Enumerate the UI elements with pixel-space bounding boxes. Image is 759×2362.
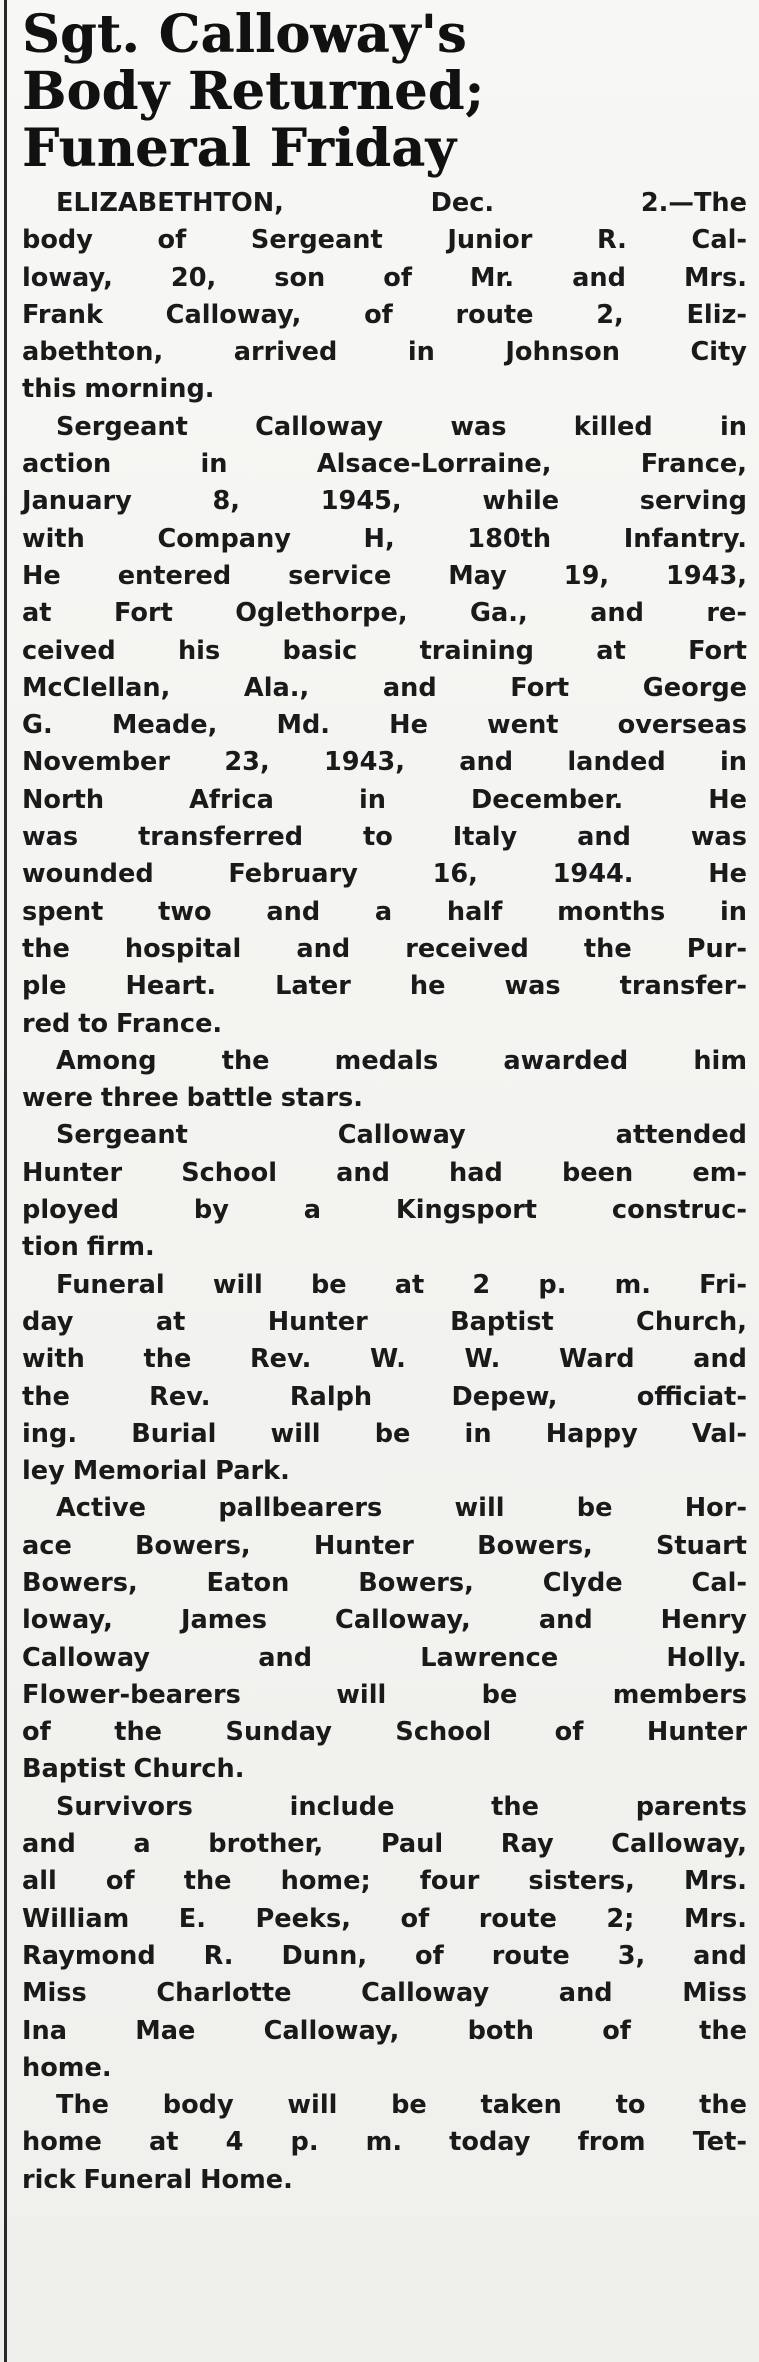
text-line: Hunter School and had been em-	[22, 1157, 747, 1188]
paragraph	[22, 1043, 747, 1118]
text-line: ployed by a Kingsport construc-	[22, 1195, 747, 1226]
text-line: Flower-bearers will be members	[22, 1679, 747, 1710]
text-line: spent two and a half months in	[22, 896, 747, 927]
headline	[22, 6, 747, 177]
text-line: action in Alsace-Lorraine, France,	[22, 449, 747, 480]
text-line: The body will be taken to the	[56, 2090, 747, 2121]
text-line: Ina Mae Calloway, both of the	[22, 2015, 747, 2046]
text-line: all of the home; four sisters, Mrs.	[22, 1866, 747, 1897]
text-line: William E. Peeks, of route 2; Mrs.	[22, 1903, 747, 1934]
text-line: was transferred to Italy and was	[22, 822, 747, 853]
text-line: this morning.	[22, 374, 215, 405]
text-line: G. Meade, Md. He went overseas	[22, 710, 747, 741]
text-line: day at Hunter Baptist Church,	[22, 1306, 747, 1337]
text-line: loway, James Calloway, and Henry	[22, 1605, 747, 1636]
column-rule	[4, 0, 7, 2362]
paragraph	[22, 2087, 747, 2199]
text-line: Funeral will be at 2 p. m. Fri-	[56, 1269, 747, 1300]
text-line: body of Sergeant Junior R. Cal-	[22, 225, 747, 256]
text-line: ple Heart. Later he was transfer-	[22, 971, 747, 1002]
text-line: ace Bowers, Hunter Bowers, Stuart	[22, 1530, 747, 1561]
text-line: Sergeant Calloway was killed in	[56, 411, 747, 442]
paragraph	[22, 1117, 747, 1266]
article	[22, 6, 747, 2199]
text-line: ELIZABETHTON, Dec. 2.—The	[56, 188, 747, 218]
text-line: ceived his basic training at Fort	[22, 635, 747, 666]
text-line: Miss Charlotte Calloway and Miss	[22, 1978, 747, 2009]
text-line: loway, 20, son of Mr. and Mrs.	[22, 262, 747, 293]
paragraph	[22, 1267, 747, 1491]
text-line: January 8, 1945, while serving	[22, 486, 747, 517]
text-line: the hospital and received the Pur-	[22, 933, 747, 964]
headline-line: Sgt. Calloway's	[22, 4, 467, 65]
text-line: Calloway and Lawrence Holly.	[22, 1642, 747, 1673]
text-line: abethton, arrived in Johnson City	[22, 337, 747, 368]
paragraph	[22, 1490, 747, 1788]
paragraph	[22, 1789, 747, 2087]
text-line: tion firm.	[22, 1232, 155, 1263]
paragraph	[22, 185, 747, 409]
text-line: wounded February 16, 1944. He	[22, 859, 747, 890]
text-line: at Fort Oglethorpe, Ga., and re-	[22, 598, 747, 629]
text-line: Sergeant Calloway attended	[56, 1120, 747, 1151]
text-line: with Company H, 180th Infantry.	[22, 523, 747, 554]
text-line: Raymond R. Dunn, of route 3, and	[22, 1940, 747, 1971]
text-line: He entered service May 19, 1943,	[22, 560, 747, 591]
text-line: of the Sunday School of Hunter	[22, 1717, 747, 1748]
headline-line: Funeral Friday	[22, 118, 457, 179]
headline-line: Body Returned;	[22, 61, 485, 122]
text-line: Frank Calloway, of route 2, Eliz-	[22, 299, 747, 330]
text-line: North Africa in December. He	[22, 784, 747, 815]
text-line: the Rev. Ralph Depew, officiat-	[22, 1381, 747, 1412]
text-line: ley Memorial Park.	[22, 1456, 290, 1487]
text-line: home at 4 p. m. today from Tet-	[22, 2127, 747, 2158]
text-line: and a brother, Paul Ray Calloway,	[22, 1829, 747, 1860]
text-line: red to France.	[22, 1008, 223, 1039]
text-line: November 23, 1943, and landed in	[22, 747, 747, 778]
text-line: ing. Burial will be in Happy Val-	[22, 1418, 747, 1449]
text-line: Bowers, Eaton Bowers, Clyde Cal-	[22, 1567, 747, 1598]
text-line: Among the medals awarded him	[56, 1045, 747, 1076]
text-line: Baptist Church.	[22, 1754, 245, 1785]
text-line: with the Rev. W. W. Ward and	[22, 1344, 747, 1375]
text-line: were three battle stars.	[22, 1083, 364, 1114]
text-line: Active pallbearers will be Hor-	[56, 1493, 747, 1524]
paragraph	[22, 409, 747, 1043]
text-line: rick Funeral Home.	[22, 2164, 293, 2195]
text-line: home.	[22, 2052, 112, 2083]
article-body	[22, 185, 747, 2199]
text-line: Survivors include the parents	[56, 1791, 747, 1822]
text-line: McClellan, Ala., and Fort George	[22, 672, 747, 703]
